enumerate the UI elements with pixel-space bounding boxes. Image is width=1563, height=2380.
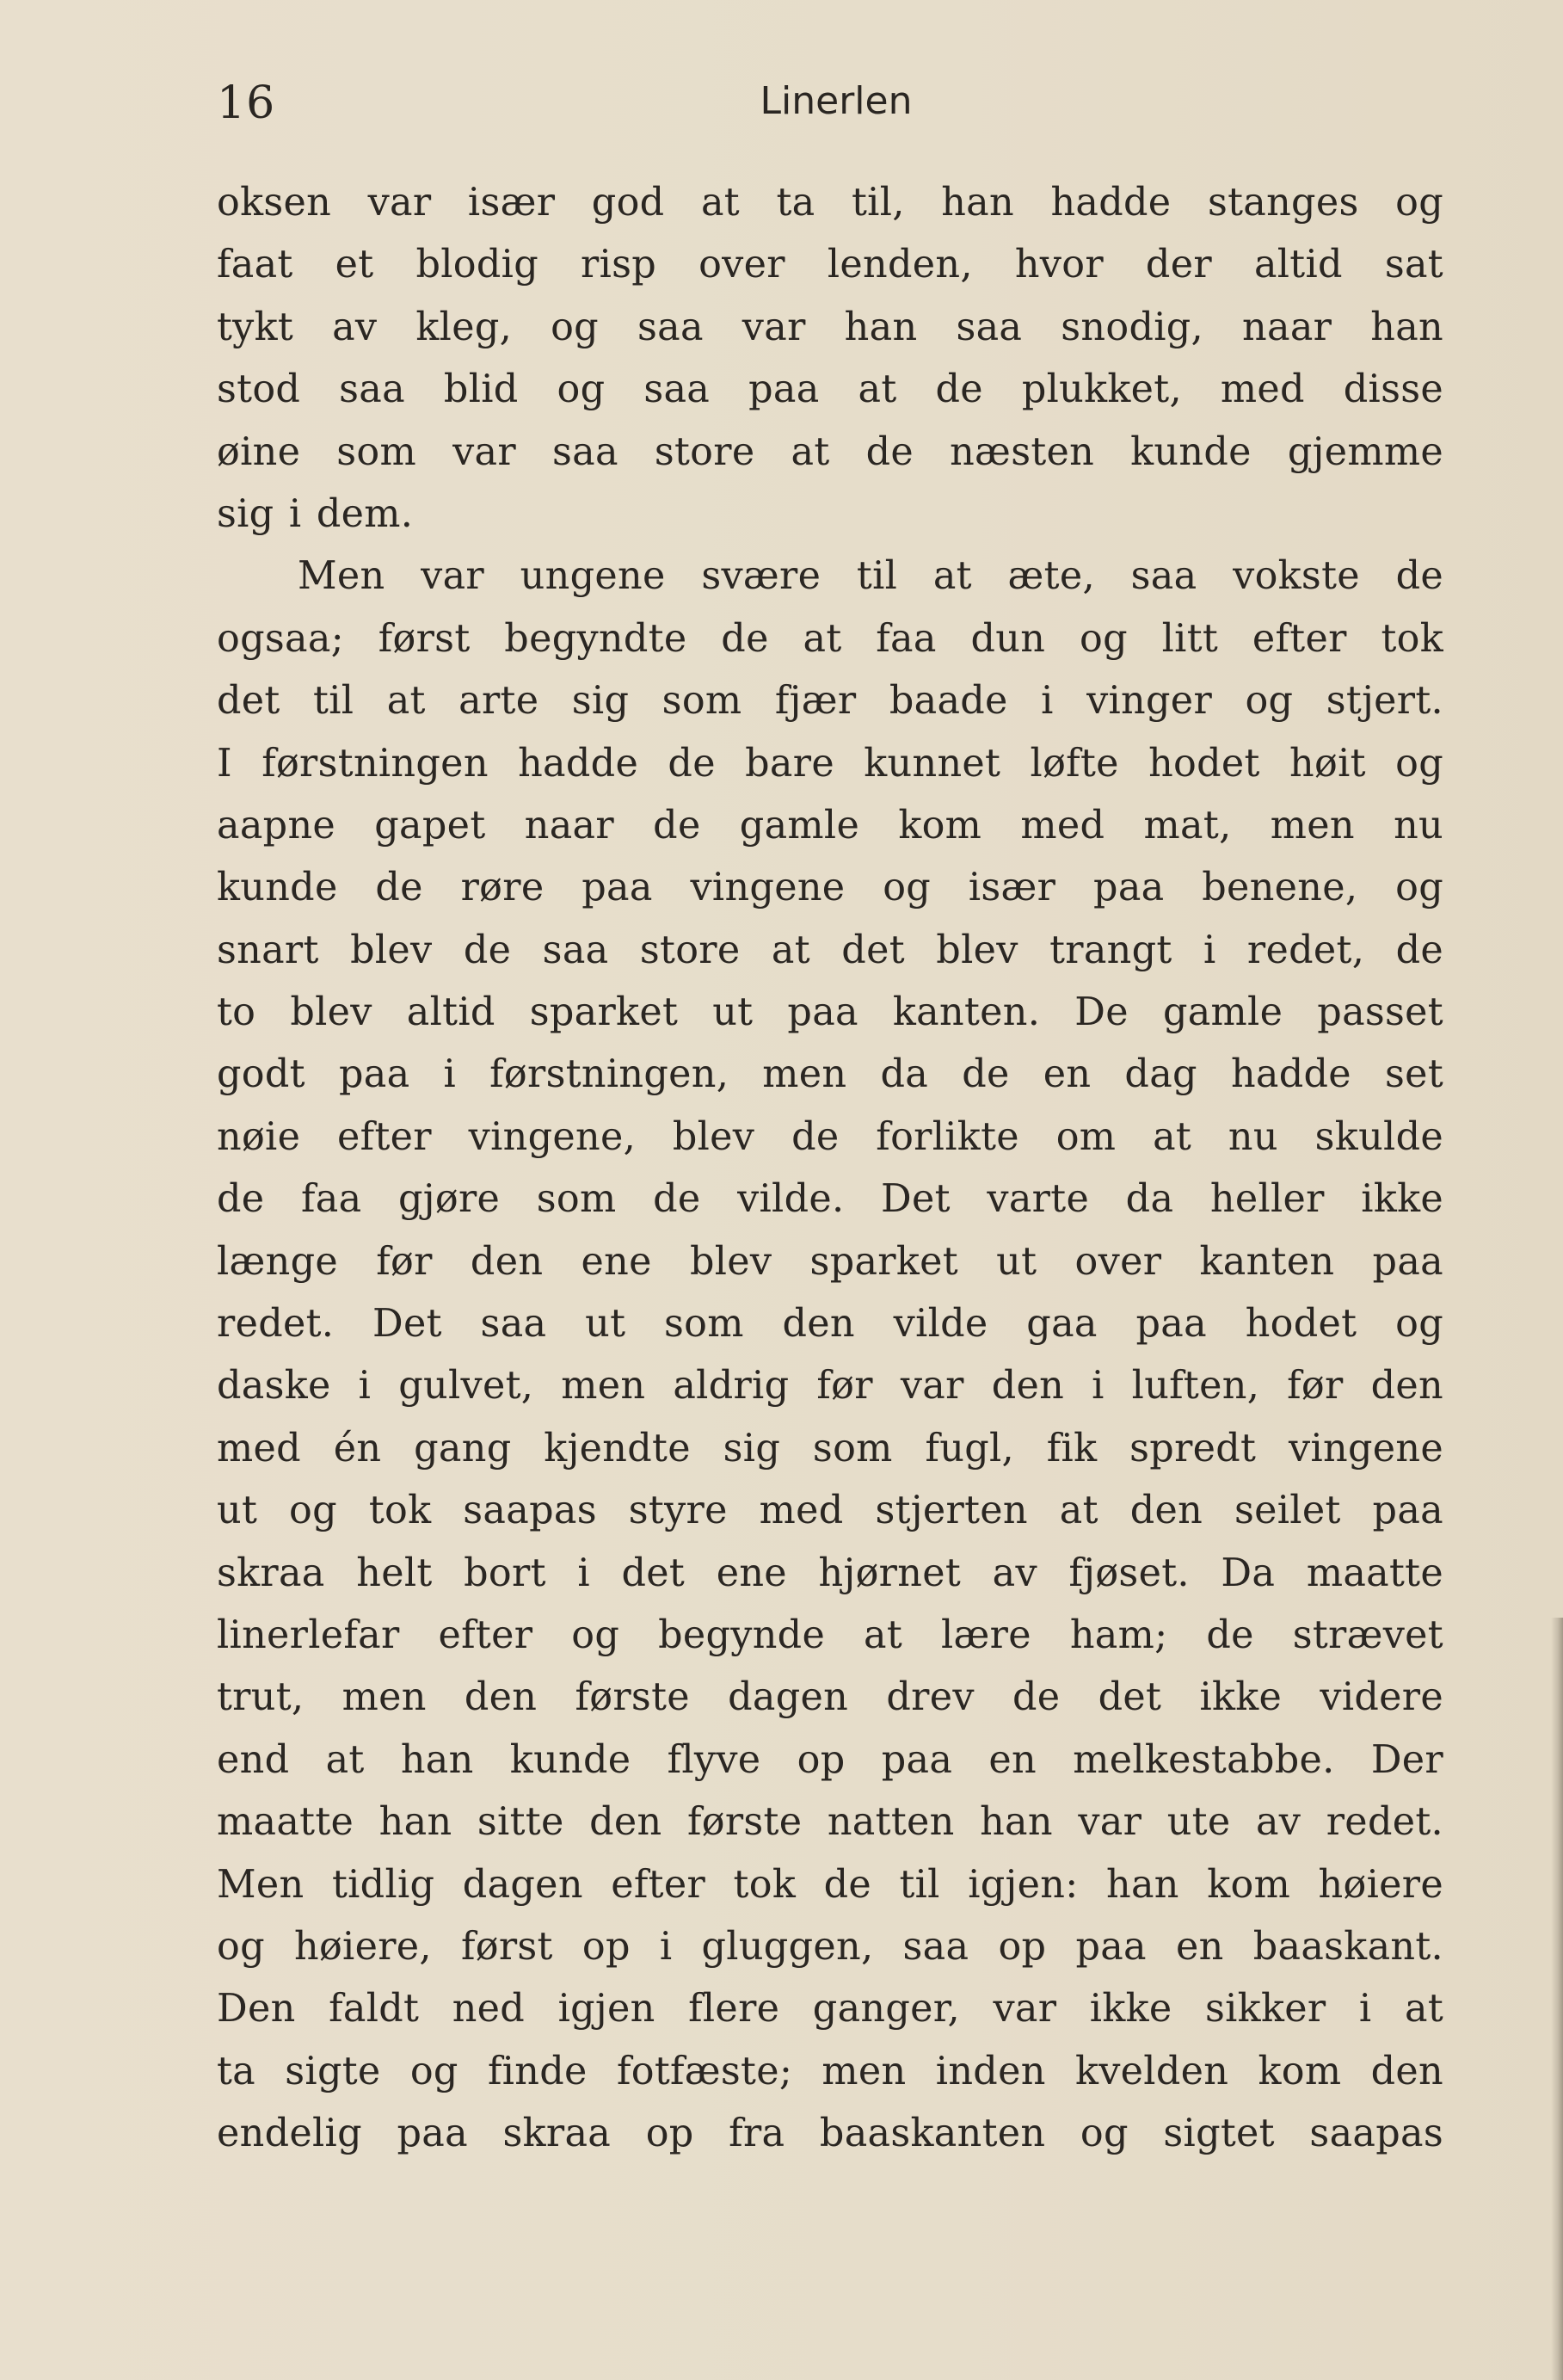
text-line: oksen var især god at ta til, han hadde stanges og [217, 181, 1443, 225]
text-line: kunde de røre paa vingene og især paa benene, og [217, 866, 1443, 910]
text-line: end at han kunde flyve op paa en melkestabbe. Der [217, 1737, 1443, 1782]
text-line: ta sigte og finde fotfæste; men inden kvelden kom den [217, 2049, 1443, 2093]
text-line: faat et blodig risp over lenden, hvor der altid sat [217, 243, 1443, 287]
page-header [217, 69, 1455, 138]
text-line: ut og tok saapas styre med stjerten at den seilet paa [217, 1489, 1443, 1533]
text-line: nøie efter vingene, blev de forlikte om at nu skulde [217, 1114, 1443, 1159]
text-line: stod saa blid og saa paa at de plukket, med disse [217, 367, 1443, 412]
text-line: to blev altid sparket ut paa kanten. De gamle passet [217, 990, 1443, 1035]
text-line: trut, men den første dagen drev de det ikke videre [217, 1675, 1443, 1720]
text-line: daske i gulvet, men aldrig før var den i luften, før den [217, 1364, 1443, 1409]
text-line: øine som var saa store at de næsten kunde gjemme [217, 429, 1443, 474]
text-line: endelig paa skraa op fra baaskanten og sigtet saapas [217, 2112, 1443, 2156]
text-line: linerlefar efter og begynde at lære ham; de strævet [217, 1612, 1443, 1657]
text-line: Men var ungene svære til at æte, saa vokste de [298, 554, 1443, 599]
text-line: det til at arte sig som fjær baade i vinger og stjert. [217, 679, 1443, 724]
page-number: 16 [217, 77, 276, 129]
body-text [217, 172, 1443, 2166]
text-line: ogsaa; først begyndte de at faa dun og litt efter tok [217, 616, 1443, 661]
text-line: skraa helt bort i det ene hjørnet av fjøset. Da maatte [217, 1551, 1443, 1595]
text-line: I førstningen hadde de bare kunnet løfte hodet høit og [217, 741, 1443, 786]
text-line: snart blev de saa store at det blev trangt i redet, de [217, 928, 1443, 972]
text-line: maatte han sitte den første natten han var ute av redet. [217, 1800, 1443, 1845]
text-line: Den faldt ned igjen flere ganger, var ikke sikker i at [217, 1987, 1443, 2032]
text-line: Men tidlig dagen efter tok de til igjen: han kom høiere [217, 1862, 1443, 1907]
text-line: længe før den ene blev sparket ut over kanten paa [217, 1239, 1443, 1284]
text-line: godt paa i førstningen, men da de en dag hadde set [217, 1052, 1443, 1097]
text-line: de faa gjøre som de vilde. Det varte da heller ikke [217, 1177, 1443, 1222]
page-edge-shadow [1551, 1618, 1563, 2380]
running-title: Linerlen [760, 79, 913, 123]
text-line: aapne gapet naar de gamle kom med mat, men nu [217, 803, 1443, 848]
text-line: med én gang kjendte sig som fugl, fik spredt vingene [217, 1426, 1443, 1471]
text-line: tykt av kleg, og saa var han saa snodig, naar han [217, 305, 1443, 349]
text-line: redet. Det saa ut som den vilde gaa paa hodet og [217, 1302, 1443, 1347]
text-line: og høiere, først op i gluggen, saa op paa en baaskant. [217, 1924, 1443, 1969]
text-line: sig i dem. [217, 491, 414, 536]
